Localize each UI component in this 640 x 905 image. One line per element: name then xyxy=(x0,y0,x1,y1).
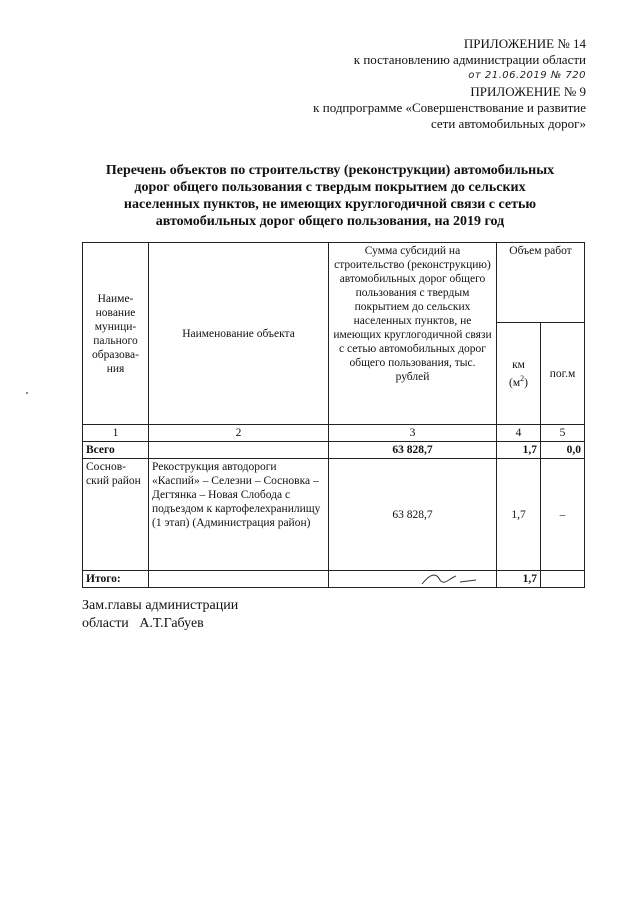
appendix-9-title: ПРИЛОЖЕНИЕ № 9 xyxy=(470,84,586,99)
signature-position-line2: области xyxy=(82,616,129,631)
itogo-label: Итого: xyxy=(83,571,149,588)
title-line-1: Перечень объектов по строительству (реконструкции) автомобильных xyxy=(105,163,555,178)
appendix-9-line2: сети автомобильных дорог» xyxy=(430,116,586,131)
appendix-9-block xyxy=(313,84,586,132)
title-line-2: дорог общего пользования с твердым покрытием до сельских xyxy=(134,180,526,195)
appendix-14-reference: к постановлению администрации области xyxy=(353,52,586,67)
column-number-4: 4 xyxy=(497,425,541,442)
signature-scribble-icon xyxy=(420,568,480,588)
header-row-1 xyxy=(83,243,585,323)
handwritten-date-number: от 21.06.2019 № 720 xyxy=(468,70,586,81)
header-km xyxy=(497,323,541,425)
column-number-3: 3 xyxy=(329,425,497,442)
column-number-1: 1 xyxy=(83,425,149,442)
column-number-2: 2 xyxy=(149,425,329,442)
row-object: Рекострукция автодороги «Каспий» – Селезни – Сосновка – Дегтянка – Новая Слобода с подъездом к картофелехранилищу (1 этап) (Администрация район) xyxy=(149,459,329,571)
total-pm: 0,0 xyxy=(541,442,585,459)
header-pm: пог.м xyxy=(541,323,585,425)
row-sum: 63 828,7 xyxy=(329,459,497,571)
appendix-14-block xyxy=(354,36,586,84)
row-pm: – xyxy=(541,459,585,571)
header-subsidy: Сумма субсидий на строительство (реконструкцию) автомобильных дорог общего пользования с твердым покрытием до сельских населенных пунктов, не имеющих круглогодичной связи с сетью автомобильных дорог общего пользования, тыс. рублей xyxy=(329,243,497,425)
objects-table xyxy=(82,242,585,588)
column-numbers-row xyxy=(83,425,585,442)
column-number-5: 5 xyxy=(541,425,585,442)
row-km: 1,7 xyxy=(497,459,541,571)
table-row xyxy=(83,459,585,571)
row-municipality: Соснов-ский район xyxy=(83,459,149,571)
signature-line2 xyxy=(82,615,238,633)
total-row xyxy=(83,442,585,459)
total-sum: 63 828,7 xyxy=(329,442,497,459)
signature-name: А.Т.Габуев xyxy=(139,616,204,631)
header-km-close: ) xyxy=(524,376,528,389)
header-km-unit: (м xyxy=(509,376,521,389)
document-title xyxy=(70,162,590,230)
total-label: Всего xyxy=(83,442,149,459)
scan-speck xyxy=(26,392,28,394)
header-volume: Объем работ xyxy=(497,243,585,323)
appendix-9-line1: к подпрограмме «Совершенствование и развитие xyxy=(313,100,586,115)
header-object: Наименование объекта xyxy=(149,243,329,425)
itogo-pm xyxy=(541,571,585,588)
total-km: 1,7 xyxy=(497,442,541,459)
itogo-km: 1,7 xyxy=(497,571,541,588)
header-km-label: км xyxy=(512,358,525,371)
title-line-3: населенных пунктов, не имеющих круглогодичной связи с сетью xyxy=(123,197,537,212)
header-km-sup: 2 xyxy=(520,373,525,383)
header-municipality: Наиме-нование муници-пального образова-ния xyxy=(83,243,149,425)
appendix-14-title: ПРИЛОЖЕНИЕ № 14 xyxy=(463,36,586,51)
title-line-4: автомобильных дорог общего пользования, на 2019 год xyxy=(155,214,505,229)
itogo-row xyxy=(83,571,585,588)
total-object-empty xyxy=(149,442,329,459)
itogo-object-empty xyxy=(149,571,329,588)
signature-block xyxy=(82,597,238,633)
signature-position-line1: Зам.главы администрации xyxy=(82,598,239,613)
